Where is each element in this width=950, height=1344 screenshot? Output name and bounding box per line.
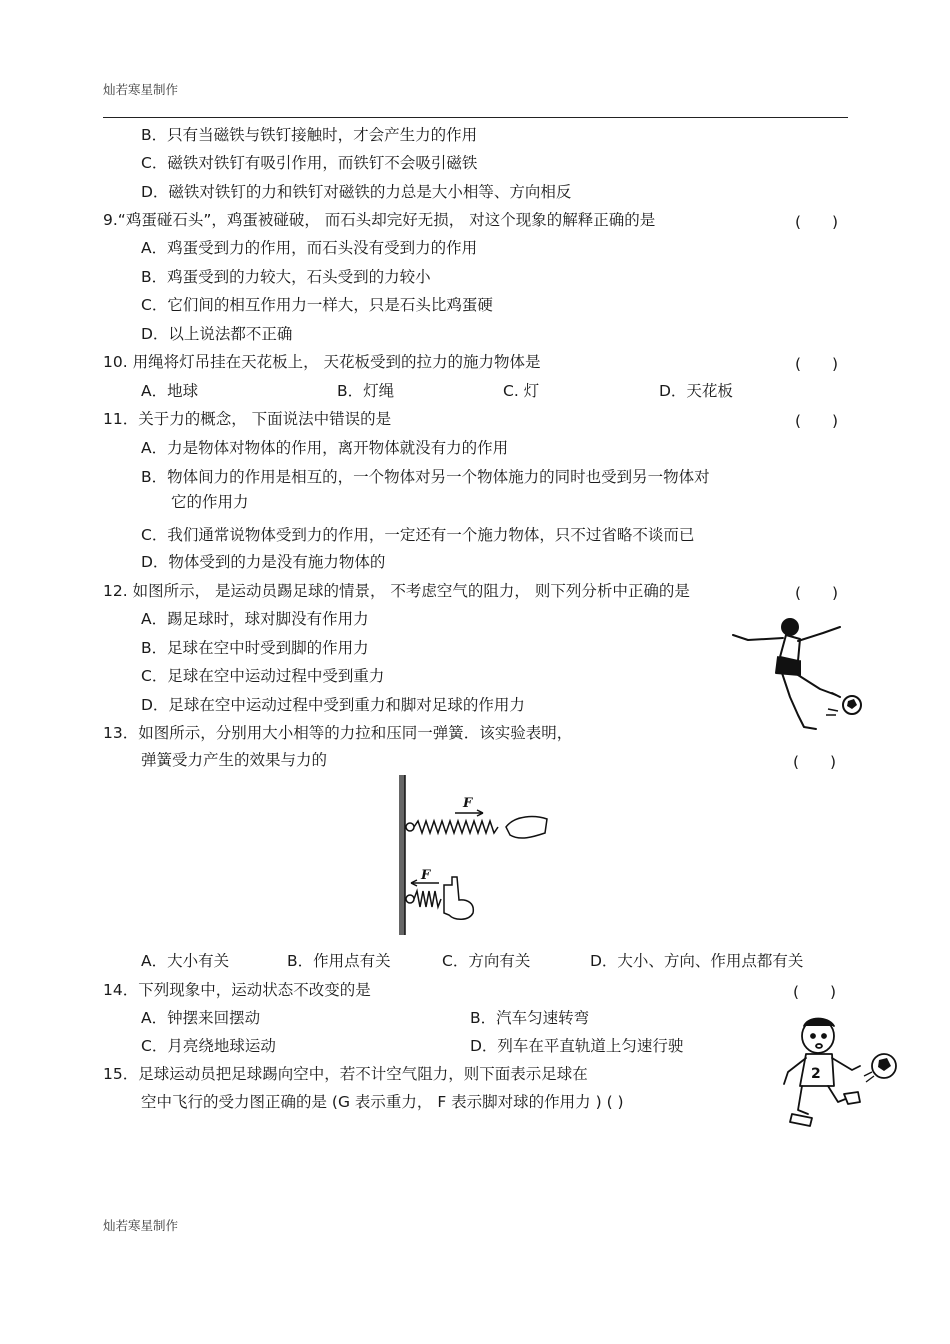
q11-option-c: C．我们通常说物体受到力的作用，一定还有一个施力物体，只不过省略不谈而已 (141, 526, 695, 544)
q9-option-c: C．它们间的相互作用力一样大，只是石头比鸡蛋硬 (141, 296, 493, 314)
q13-option-c: C．方向有关 (442, 952, 531, 970)
footballer-kicking-illustration (728, 605, 868, 740)
svg-text:2: 2 (811, 1066, 821, 1082)
q10-option-b: B．灯绳 (337, 382, 395, 400)
q13-stem-line2: 弹簧受力产生的效果与力的 (141, 751, 328, 769)
cartoon-boy-kicking-illustration (778, 1014, 903, 1134)
q14-option-c: C．月亮绕地球运动 (141, 1037, 276, 1055)
q9-stem: 9.“鸡蛋碰石头”，鸡蛋被碰破， 而石头却完好无损， 对这个现象的解释正确的是 (103, 211, 656, 229)
q11-option-b-line2: 它的作用力 (171, 493, 249, 511)
q13-option-d: D．大小、方向、作用点都有关 (590, 952, 804, 970)
q8-option-d: D．磁铁对铁钉的力和铁钉对磁铁的力总是大小相等、方向相反 (141, 183, 572, 201)
bottom-force-label: F (421, 868, 431, 883)
q11-option-a: A．力是物体对物体的作用，离开物体就没有力的作用 (141, 439, 509, 457)
q9-option-b: B．鸡蛋受到的力较大，石头受到的力较小 (141, 268, 431, 286)
q14-option-d: D．列车在平直轨道上匀速行驶 (470, 1037, 684, 1055)
spring-experiment-figure (395, 775, 555, 940)
q13-option-b: B．作用点有关 (287, 952, 391, 970)
q10-option-c: C. 灯 (503, 382, 540, 400)
q10-answer-paren[interactable]: ( ) (795, 355, 839, 373)
q11-option-d: D．物体受到的力是没有施力物体的 (141, 553, 386, 571)
q9-option-d: D．以上说法都不正确 (141, 325, 293, 343)
q14-option-b: B．汽车匀速转弯 (470, 1009, 590, 1027)
q9-answer-paren[interactable]: ( ) (795, 213, 839, 231)
q11-answer-paren[interactable]: ( ) (795, 412, 839, 430)
top-force-label: F (463, 796, 473, 811)
q12-option-c: C．足球在空中运动过程中受到重力 (141, 667, 385, 685)
q15-stem-line1: 15．足球运动员把足球踢向空中，若不计空气阻力，则下面表示足球在 (103, 1065, 588, 1083)
q10-option-d: D．天花板 (659, 382, 733, 400)
q14-stem: 14．下列现象中，运动状态不改变的是 (103, 981, 371, 999)
q8-option-c: C．磁铁对铁钉有吸引作用，而铁钉不会吸引磁铁 (141, 154, 478, 172)
q11-option-b-line1: B．物体间力的作用是相互的，一个物体对另一个物体施力的同时也受到另一物体对 (141, 468, 710, 486)
q11-stem: 11．关于力的概念， 下面说法中错误的是 (103, 410, 392, 428)
q10-option-a: A．地球 (141, 382, 199, 400)
q8-option-b: B．只有当磁铁与铁钉接触时，才会产生力的作用 (141, 126, 478, 144)
q10-stem: 10. 用绳将灯吊挂在天花板上， 天花板受到的拉力的施力物体是 (103, 353, 541, 371)
q9-option-a: A．鸡蛋受到力的作用，而石头没有受到力的作用 (141, 239, 478, 257)
q13-answer-paren[interactable]: ( ) (793, 753, 837, 771)
q14-option-a: A．钟摆来回摆动 (141, 1009, 261, 1027)
q12-option-b: B．足球在空中时受到脚的作用力 (141, 639, 369, 657)
q15-stem-line2: 空中飞行的受力图正确的是 (G 表示重力， F 表示脚对球的作用力 ) ( ) (141, 1093, 624, 1111)
page-footer: 灿若寒星制作 (103, 1218, 179, 1233)
q13-option-a: A．大小有关 (141, 952, 230, 970)
q12-answer-paren[interactable]: ( ) (795, 584, 839, 602)
q12-option-a: A．踢足球时，球对脚没有作用力 (141, 610, 369, 628)
q14-answer-paren[interactable]: ( ) (793, 983, 837, 1001)
q12-stem: 12. 如图所示， 是运动员踢足球的情景， 不考虑空气的阻力， 则下列分析中正确的是 (103, 582, 690, 600)
header-rule (103, 117, 848, 118)
page-header: 灿若寒星制作 (103, 82, 179, 97)
q13-stem-line1: 13．如图所示，分别用大小相等的力拉和压同一弹簧．该实验表明， (103, 724, 573, 742)
q12-option-d: D．足球在空中运动过程中受到重力和脚对足球的作用力 (141, 696, 525, 714)
